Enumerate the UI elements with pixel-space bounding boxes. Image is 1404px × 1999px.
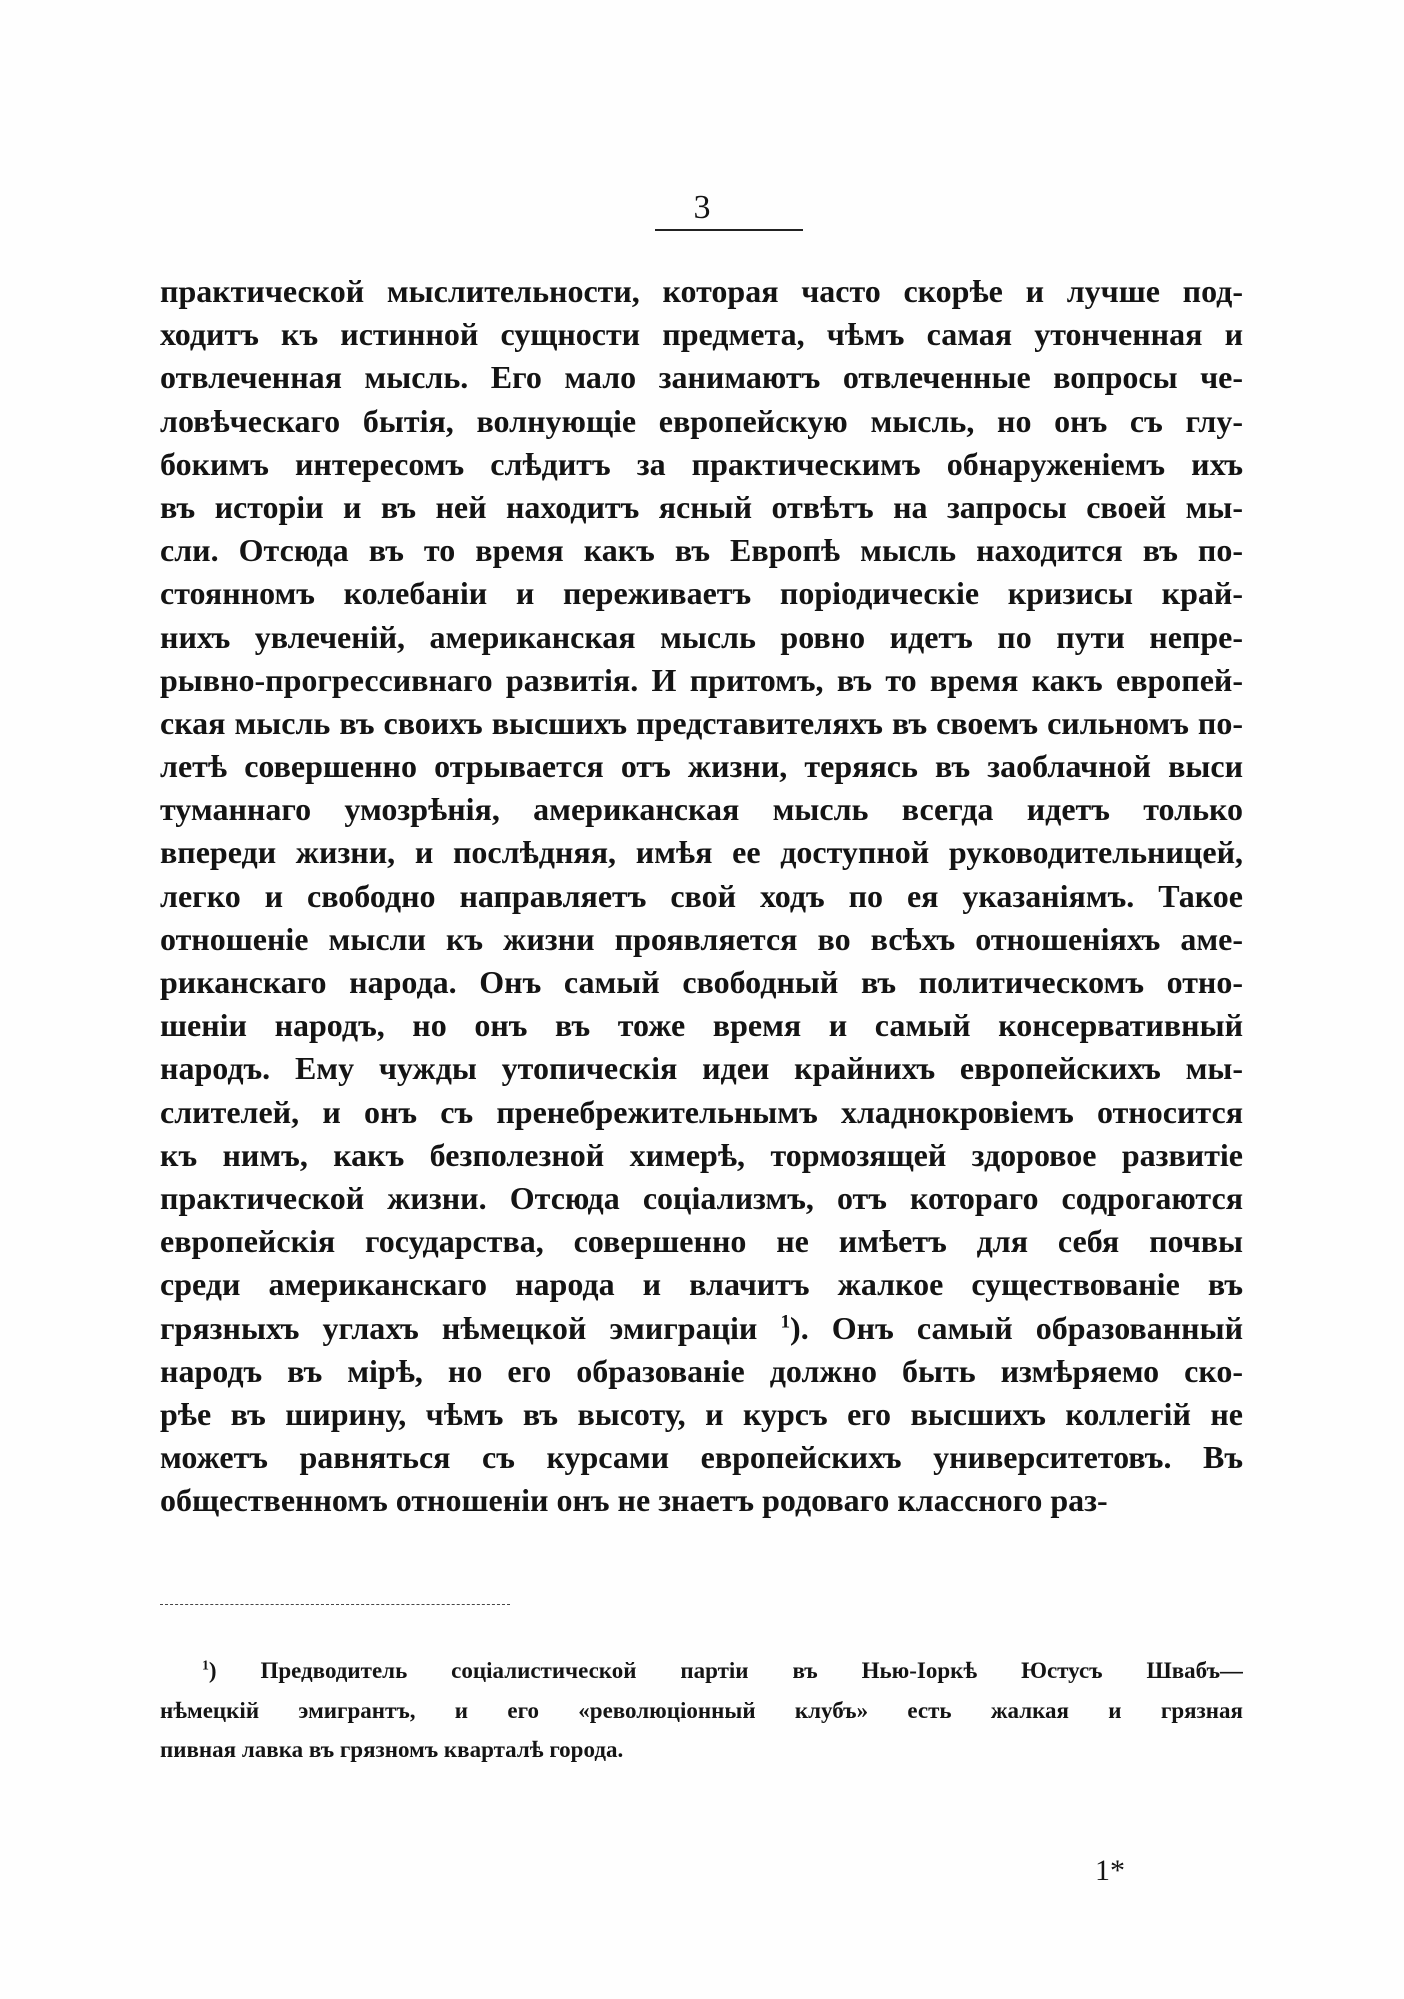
body-line: европейскія государства, совершенно не имѣетъ для себя почвы [160,1223,1243,1260]
body-line-text: грязныхъ углахъ нѣмецкой эмиграціи [160,1309,781,1346]
body-line: ская мысль въ своихъ высшихъ представителяхъ въ своемъ сильномъ по- [160,704,1243,741]
body-line: легко и свободно направляетъ свой ходъ по ея указаніямъ. Такое [160,877,1243,914]
body-line: народъ въ мірѣ, но его образованіе должно быть измѣряемо ско- [160,1352,1243,1389]
body-line: шеніи народъ, но онъ въ тоже время и самый консервативный [160,1007,1243,1044]
body-line: практической мыслительности, которая часто скорѣе и лучше под- [160,273,1243,309]
body-line: практической жизни. Отсюда соціализмъ, отъ котораго содрогаются [160,1179,1243,1216]
body-line: отношеніе мысли къ жизни проявляется во всѣхъ отношеніяхъ аме- [160,920,1243,957]
body-line: отвлеченная мысль. Его мало занимаютъ отвлеченные вопросы че- [160,359,1243,396]
body-line: рывно-прогрессивнаго развитія. И притомъ, въ то время какъ европей- [160,661,1243,698]
body-line: впереди жизни, и послѣдняя, имѣя ее доступной руководительницей, [160,834,1243,871]
footnote-line [160,1651,1243,1691]
body-line: сли. Отсюда въ то время какъ въ Европѣ мысль находится въ по- [160,532,1243,569]
footnote-text: ) Предводитель соціалистической партіи въ Нью-Іоркѣ Юстусъ Швабъ— [208,1658,1243,1683]
body-line: ходитъ къ истинной сущности предмета, чѣмъ самая утонченная и [160,316,1243,353]
body-line: въ исторіи и въ ней находитъ ясный отвѣтъ на запросы своей мы- [160,488,1243,525]
footnote-line: пивная лавка въ грязномъ кварталѣ города. [160,1737,624,1762]
page-number: 3 [693,189,711,226]
body-line-with-footnote-ref [160,1307,1243,1350]
body-line: можетъ равняться съ курсами европейскихъ университетовъ. Въ [160,1439,1243,1476]
body-line-text: ). Онъ самый образованный [790,1309,1243,1346]
footnote-line: нѣмецкій эмигрантъ, и его «революціонный клубъ» есть жалкая и грязная [160,1697,1243,1723]
body-line: рѣе въ ширину, чѣмъ въ высоту, и курсъ его высшихъ коллегій не [160,1395,1243,1432]
body-line: стоянномъ колебаніи и переживаетъ поріодическіе кризисы край- [160,575,1243,612]
footnote-reference[interactable]: 1 [780,1310,791,1332]
body-line: къ нимъ, какъ безполезной химерѣ, тормозящей здоровое развитіе [160,1136,1243,1173]
body-line: нихъ увлеченій, американская мысль ровно идетъ по пути непре- [160,618,1243,655]
footnote-marker: 1 [202,1657,209,1673]
body-line: риканскаго народа. Онъ самый свободный въ политическомъ отно- [160,964,1243,1000]
signature-mark: 1* [1095,1854,1125,1887]
body-line: летѣ совершенно отрывается отъ жизни, теряясь въ заоблачной выси [160,748,1243,785]
body-line: бокимъ интересомъ слѣдитъ за практическимъ обнаруженіемъ ихъ [160,445,1243,482]
body-line: туманнаго умозрѣнія, американская мысль всегда идетъ только [160,791,1243,828]
body-line: народъ. Ему чужды утопическія идеи крайнихъ европейскихъ мы- [160,1050,1243,1087]
body-line: ловѣческаго бытія, волнующіе европейскую мысль, но онъ съ глу- [160,402,1243,439]
body-text [160,270,1243,1522]
body-line: среди американскаго народа и влачитъ жалкое существованіе въ [160,1266,1243,1303]
body-line: общественномъ отношеніи онъ не знаетъ родоваго классного раз- [160,1482,1108,1519]
header-rule [655,229,803,231]
body-line: слителей, и онъ съ пренебрежительнымъ хладнокровіемъ относится [160,1093,1243,1130]
footnote [160,1651,1243,1770]
footnote-rule [160,1604,510,1605]
